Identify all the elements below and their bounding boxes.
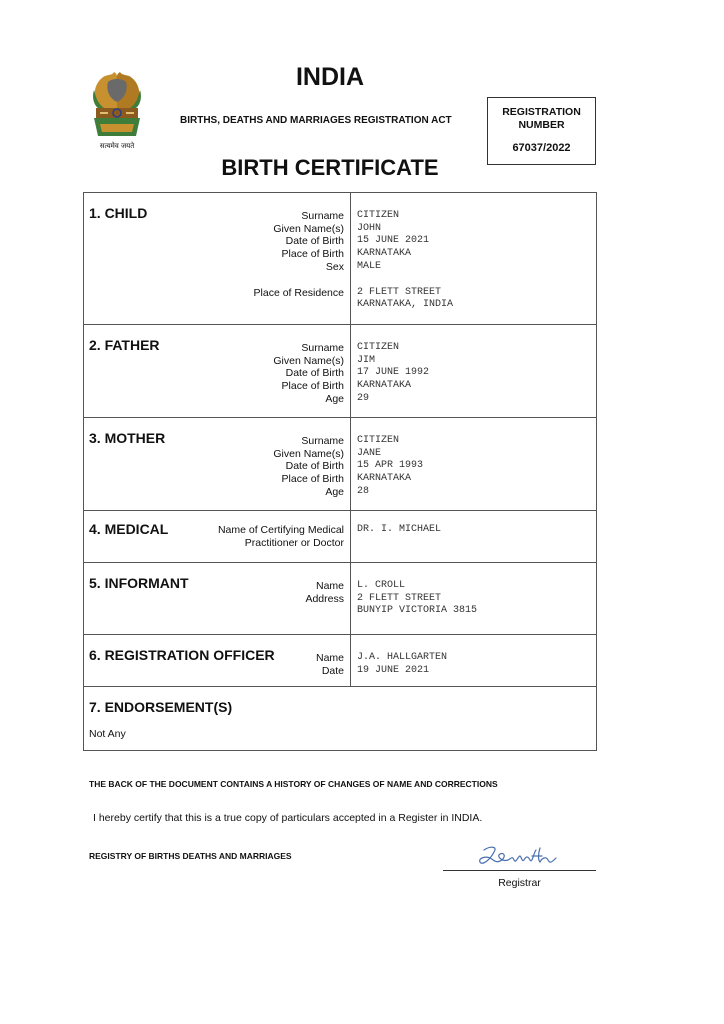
certificate-form	[83, 192, 597, 751]
informant-address-line2: BUNYIP VICTORIA 3815	[357, 605, 478, 617]
registrar-label: Registrar	[498, 877, 541, 889]
section-heading: 5. INFORMANT	[89, 575, 189, 591]
field-values	[357, 342, 429, 406]
child-sex: MALE	[357, 260, 382, 272]
lion-capital-icon	[84, 68, 150, 142]
section-registration-officer	[84, 635, 596, 687]
section-heading: 6. REGISTRATION OFFICER	[89, 647, 275, 663]
section-heading: 4. MEDICAL	[89, 521, 169, 537]
child-date-of-birth: 15 JUNE 2021	[357, 235, 430, 247]
field-labels: Name Date	[315, 652, 344, 677]
document-title: BIRTH CERTIFICATE	[221, 155, 439, 180]
officer-name: J.A. HALLGARTEN	[357, 652, 448, 663]
father-age: 29	[357, 392, 370, 404]
national-motto: सत्यमेव जयते	[99, 142, 135, 150]
country-title: INDIA	[295, 63, 365, 91]
registration-label: REGISTRATION NUMBER	[502, 106, 581, 131]
back-of-document-note: THE BACK OF THE DOCUMENT CONTAINS A HISTORY OF CHANGES OF NAME AND CORRECTIONS	[89, 779, 498, 789]
mother-date-of-birth: 15 APR 1993	[357, 460, 424, 472]
field-labels: Surname Given Name(s) Date of Birth Place of Birth Age	[273, 342, 344, 405]
registration-number: 67037/2022	[512, 142, 571, 154]
child-given-names: JOHN	[357, 222, 382, 234]
field-labels: Surname Given Name(s) Date of Birth Place of Birth Age	[273, 435, 344, 498]
field-values	[357, 652, 447, 677]
father-given-names: JIM	[357, 354, 376, 366]
father-date-of-birth: 17 JUNE 1992	[357, 367, 430, 379]
registrar-signature	[476, 842, 566, 870]
section-medical	[84, 511, 596, 563]
field-labels: Name Address	[305, 580, 344, 605]
act-title: BIRTHS, DEATHS AND MARRIAGES REGISTRATION ACT	[180, 115, 452, 126]
father-surname: CITIZEN	[357, 342, 400, 353]
mother-given-names: JANE	[357, 447, 382, 459]
informant-address-line1: 2 FLETT STREET	[357, 592, 442, 604]
section-heading: 2. FATHER	[89, 337, 160, 353]
section-child	[84, 193, 596, 325]
registration-number-box	[487, 97, 596, 165]
field-values	[357, 210, 453, 312]
endorsement-text: Not Any	[89, 728, 126, 740]
section-heading: 7. ENDORSEMENT(S)	[89, 699, 233, 715]
child-residence-line1: 2 FLETT STREET	[357, 286, 442, 298]
field-values	[357, 524, 441, 537]
section-mother	[84, 418, 596, 511]
informant-name: L. CROLL	[357, 580, 406, 591]
medical-practitioner-name: DR. I. MICHAEL	[357, 524, 442, 535]
mother-place-of-birth: KARNATAKA	[357, 473, 412, 485]
section-informant	[84, 563, 596, 635]
field-labels: Name of Certifying Medical Practitioner or Doctor	[217, 524, 344, 549]
child-residence-line2: KARNATAKA, INDIA	[357, 299, 454, 311]
signature-line	[443, 870, 596, 871]
field-values	[357, 580, 477, 618]
registry-name: REGISTRY OF BIRTHS DEATHS AND MARRIAGES	[89, 851, 292, 861]
field-labels: Surname Given Name(s) Date of Birth Place of Birth Sex Place of Residence	[253, 210, 344, 299]
child-place-of-birth: KARNATAKA	[357, 248, 412, 260]
field-values	[357, 435, 423, 499]
section-heading: 3. MOTHER	[89, 430, 166, 446]
certification-statement: I hereby certify that this is a true copy of particulars accepted in a Register in INDIA.	[93, 812, 483, 824]
mother-surname: CITIZEN	[357, 435, 400, 446]
section-father	[84, 325, 596, 418]
mother-age: 28	[357, 485, 370, 497]
officer-date: 19 JUNE 2021	[357, 664, 430, 676]
section-heading: 1. CHILD	[89, 205, 148, 221]
father-place-of-birth: KARNATAKA	[357, 380, 412, 392]
child-surname: CITIZEN	[357, 210, 400, 221]
section-endorsements	[84, 687, 596, 750]
